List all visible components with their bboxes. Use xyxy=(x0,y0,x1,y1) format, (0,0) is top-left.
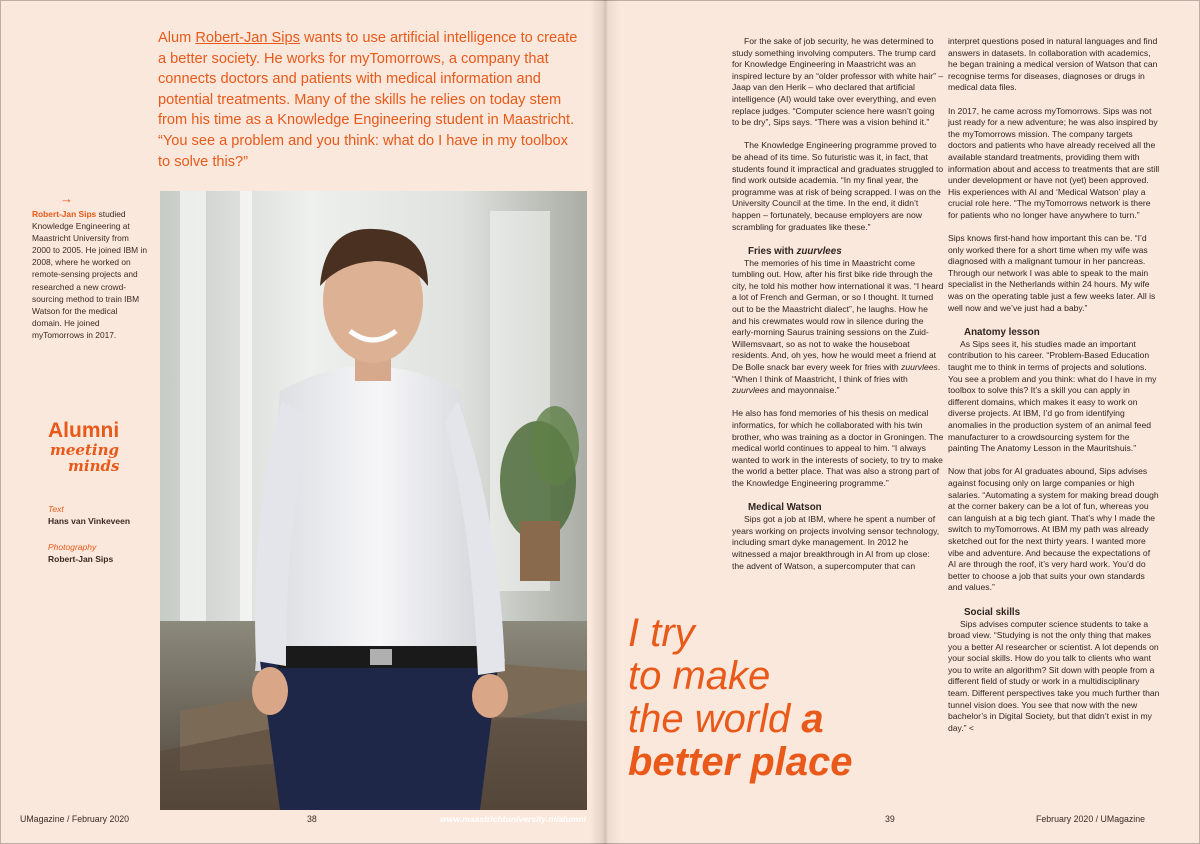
intro-body: wants to use artificial intelligence to create a better society. He works for myTomorrows, a company that connects doctors and patients with medical information and potential treatments. Many of the skills he relies on today stem from his time as a Knowledge Engineering student in Maastricht. “You see a problem and you think: what do I have in my toolbox to solve this?” xyxy=(158,30,578,170)
quote-line-3-bold: a xyxy=(801,697,824,741)
page-number-left: 38 xyxy=(307,814,317,824)
page-number-right: 39 xyxy=(885,814,895,824)
paragraph: For the sake of job security, he was determined to study something involving computers. The trump card for Knowledge Engineering in Maastricht was an inspired lecture by an “older professor with white hair” – Jaap van den Herik – who declared that artificial intelligence (AI) would take over everything, and even replace judges. “Computer science here wasn’t going to be dry”, Sips says. “There was a vision behind it.” xyxy=(732,36,944,128)
text-run: The memories of his time in Maastricht come tumbling out. How, after his first bike ride through the city, he told his mother how international it was. “I heard a lot of French and German, or so I thought. It turned out to be the Maastricht dialect”, he laughs. How he and his crewmates would row in silence during the early-morning Saurus training sessions on the Zuid-Willemsvaart, so as not to wake the houseboat residents. And, oh yes, how he would meet a friend at De Bolle snack bar every week for fries with xyxy=(732,257,944,373)
paragraph: Sips got a job at IBM, where he spent a number of years working on projects involving sensor technology, including smart dyke management. In 2012 he witnessed a major breakthrough in AI from up close: the advent of Watson, a supercomputer that can xyxy=(732,514,940,571)
rubric-minds: minds xyxy=(68,457,120,475)
text-run: zuurvlees xyxy=(901,362,938,373)
text-run: . “When I think of Maastricht, I think of fries with xyxy=(732,362,941,384)
paragraph: In 2017, he came across myTomorrows. Sips was not just ready for a new adventure; he was also inspired by the myTomorrows mission. The company targets doctors and patients who have already received all the available standard treatments, providing them with information about and access to treatments that are still under development or have not (yet) been approved. His experiences with AI and ‘Medical Watson’ play a crucial role here. “The myTomorrows network is there for patients who no longer have anywhere to turn.” xyxy=(948,105,1160,220)
intro-name-link[interactable]: Robert-Jan Sips xyxy=(195,30,300,46)
paragraph: Sips advises computer science students to take a broad view. “Studying is not the only thing that makes you a better AI researcher or scientist. A lot depends on your social skills. How do you talk to clients who want you to write an algorithm? Sit down with people from a different field of study or work in a multidisciplinary team. Different perspectives take you much further than tunnel vision does. You see that now with the new bachelor’s in Digital Society, but that didn’t exist in my day.” < xyxy=(948,618,1160,733)
bio-name: Robert-Jan Sips xyxy=(32,209,97,219)
quote-line-1: I try xyxy=(628,611,695,655)
rubric-title: Alumni xyxy=(48,419,120,442)
paragraph: As Sips sees it, his studies made an important contribution to his career. “Problem-Based Education taught me to think in terms of projects and solutions. You see a problem and you think: what do I have in my toolbox to solve this? It’s a skill you can apply in different domains, which makes it easy to work on diverse projects. At IBM, I’d go from identifying anomalies in the production system of an animal feed manufacturer to a crowdsourcing system for the painting The Anatomy Lesson in the Mauritshuis.” xyxy=(948,338,1157,454)
quote-line-2: to make xyxy=(628,654,771,698)
credit-photo-label: Photography xyxy=(48,542,97,552)
alumni-url-link[interactable]: www.maastrichtuniversity.nl/alumni xyxy=(440,814,586,824)
footer-left: UMagazine / February 2020 xyxy=(20,814,130,824)
intro-paragraph xyxy=(158,28,578,172)
paragraph: He also has fond memories of his thesis on medical informatics, for which he collaborated with his twin brother, who was training as a doctor in Groningen. The medical world continues to appeal to him. “I always wanted to work in the interests of society, to try to make the world a better place. That was also a strong part of the Knowledge Engineering programme.” xyxy=(732,408,944,488)
subheading-plain: Fries with xyxy=(748,245,797,257)
paragraph: Now that jobs for AI graduates abound, Sips advises against focusing only on large companies or high salaries. “Automating a system for making bread dough at the corner bakery can be a lot of fun, whereas you can languish at a big tech giant. That’s why I made the switch to myTomorrows. At IBM my path was already sketched out for the next thirty years. I wanted more vibe and adventure. And because the expectations of AI are through the roof, it’s very hard work. You’d do better to choose a job that suits your own standards and values.” xyxy=(948,466,1159,593)
text-run: and mayonnaise.” xyxy=(768,385,840,396)
footer-right: February 2020 / UMagazine xyxy=(1036,814,1146,824)
subheading-social-skills: Social skills xyxy=(964,606,1021,618)
portrait-illustration xyxy=(160,191,587,810)
arrow-icon: → xyxy=(60,191,73,206)
bio-text xyxy=(32,208,147,341)
subheading-medical-watson: Medical Watson xyxy=(748,502,822,514)
paragraph: Sips knows first-hand how important this can be. “I’d only worked there for a short time when my wife was diagnosed with a malignant tumour in her pancreas. Through our network I was able to speak to the main specialist in the Netherlands within 24 hours. My wife was on the operating table just a few weeks later. All is well now and we’ve just had a baby.” xyxy=(948,233,1156,313)
bio-body: studied Knowledge Engineering at Maastricht University from 2000 to 2005. He joined IBM in 2008, where he worked on remote-sensing projects and researched a new crowd-sourcing method to train IBM Watson for the medical domain. He joined myTomorrows in 2017. xyxy=(32,209,148,340)
article-column-2 xyxy=(948,36,1160,746)
subheading-anatomy-lesson: Anatomy lesson xyxy=(964,326,1040,338)
article-column-1 xyxy=(732,36,944,584)
pull-quote xyxy=(628,612,928,784)
text-run: zuurvlees xyxy=(732,385,769,396)
credit-text-label: Text xyxy=(48,504,64,514)
rubric-meeting: meeting xyxy=(50,441,119,459)
credit-text-value: Hans van Vinkeveen xyxy=(48,516,131,526)
credits xyxy=(48,503,168,579)
quote-line-4: better place xyxy=(628,740,853,784)
credit-photo-value: Robert-Jan Sips xyxy=(48,554,114,564)
intro-lead: Alum xyxy=(158,30,196,46)
spine-gutter xyxy=(590,0,620,844)
subheading-italic: zuurvlees xyxy=(796,245,842,257)
subheading-fries xyxy=(748,245,944,258)
paragraph: The Knowledge Engineering programme proved to be ahead of its time. So futuristic was it, in fact, that students found it impractical and graduates struggled to find work outside academia. “In my final year, the programme was at risk of being scrapped. I was on the University Council at the time. In the end, it didn’t happen – fortunately, because employers are now scrambling for graduates like these.” xyxy=(732,140,944,232)
paragraph xyxy=(732,258,944,397)
paragraph: interpret questions posed in natural languages and find answers in datasets. In collaboration with academics, he began training a medical version of Watson that can recognise terms for diseases, diagnoses or drugs in medical data files. xyxy=(948,36,1158,93)
portrait-photo xyxy=(160,191,587,810)
quote-line-3 xyxy=(628,698,928,741)
quote-line-3-plain: the world xyxy=(628,697,802,741)
rubric-logo xyxy=(48,420,158,474)
